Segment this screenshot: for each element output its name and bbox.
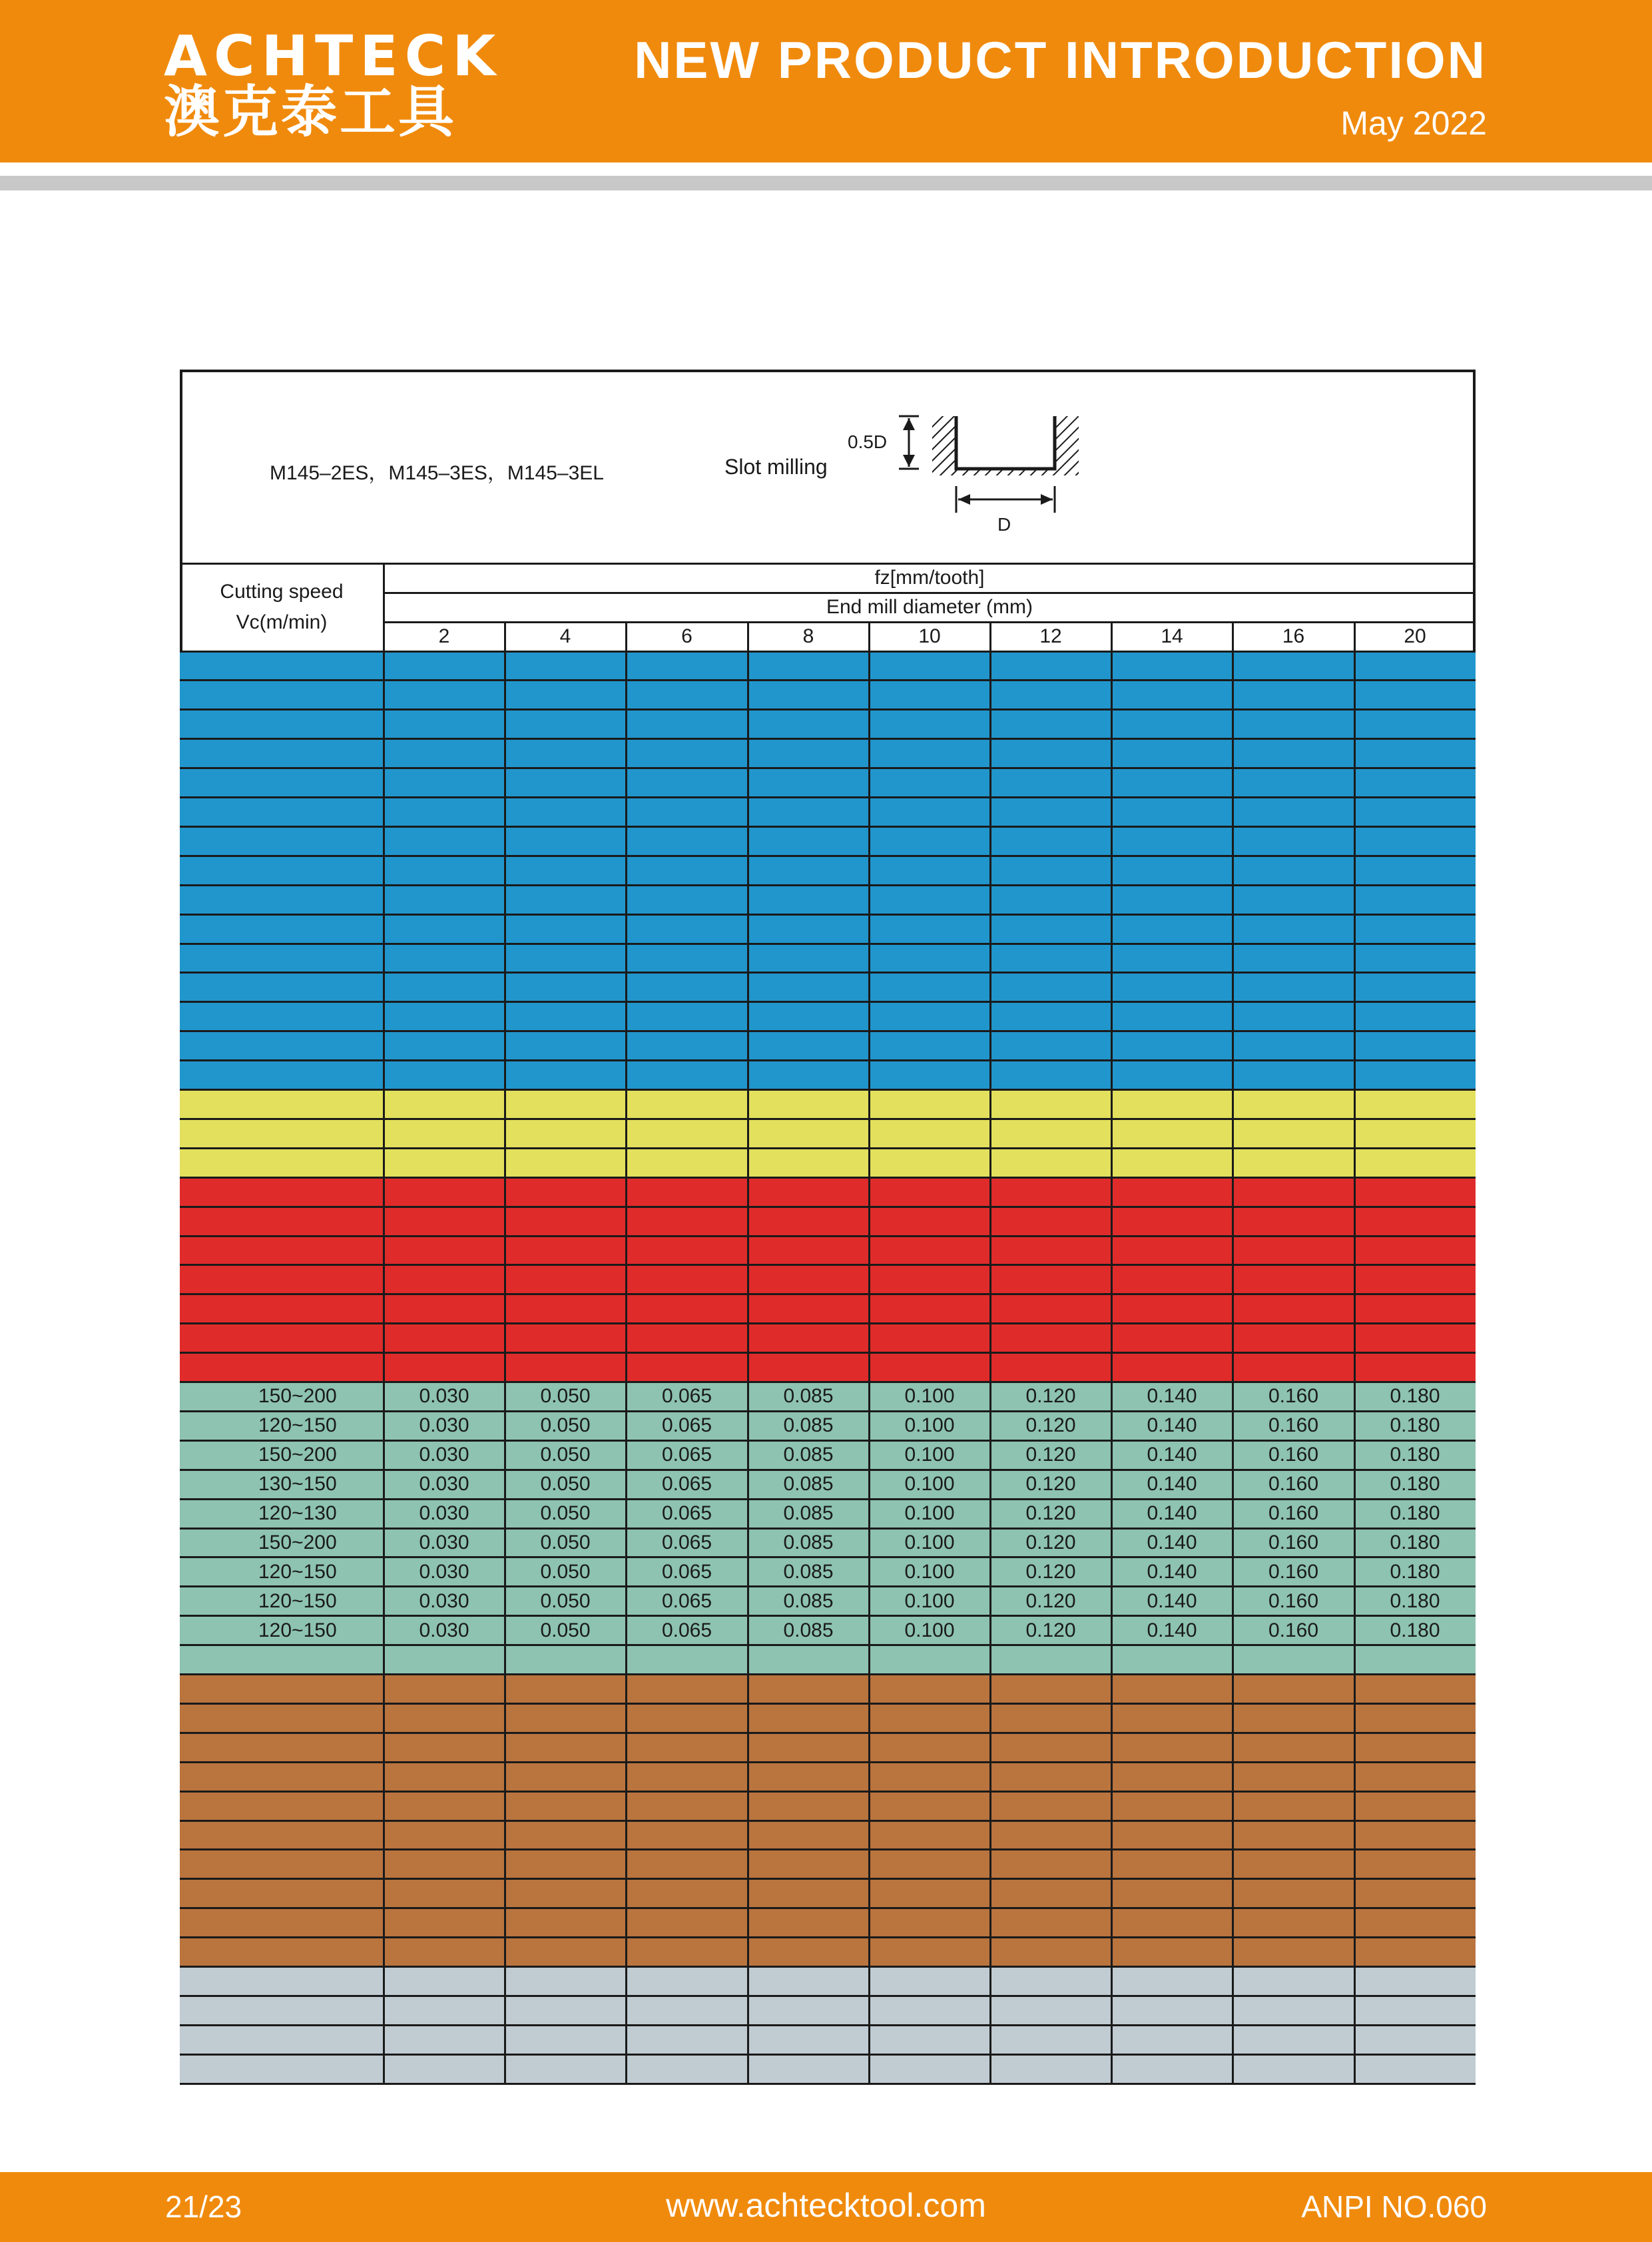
rule (180, 972, 1476, 974)
diameter-column-header: 16 (1282, 625, 1305, 647)
feed-per-tooth-cell: 0.140 (1147, 1531, 1197, 1553)
rule (180, 914, 1476, 916)
feed-per-tooth-cell: 0.030 (419, 1589, 469, 1612)
rule (180, 708, 1476, 710)
feed-per-tooth-cell: 0.050 (540, 1473, 591, 1496)
fz-header: fz[mm/tooth] (874, 567, 985, 589)
cutting-speed-cell: 120~130 (258, 1502, 337, 1525)
feed-per-tooth-cell: 0.050 (540, 1560, 591, 1583)
rule (180, 855, 1476, 857)
document-number: ANPI NO.060 (1301, 2189, 1487, 2224)
cutting-speed-cell: 150~200 (258, 1444, 337, 1466)
rule (180, 1878, 1476, 1880)
rule (180, 1761, 1476, 1763)
rule (180, 2024, 1476, 2026)
feed-per-tooth-cell: 0.050 (540, 1589, 591, 1612)
feed-per-tooth-cell: 0.030 (419, 1385, 469, 1408)
rule (180, 826, 1476, 828)
feed-per-tooth-cell: 0.065 (661, 1531, 712, 1553)
diameter-column-header: 10 (918, 625, 941, 647)
feed-per-tooth-cell: 0.180 (1390, 1619, 1440, 1641)
feed-per-tooth-cell: 0.085 (783, 1444, 834, 1466)
feed-per-tooth-cell: 0.100 (904, 1560, 955, 1583)
feed-per-tooth-cell: 0.085 (783, 1531, 834, 1553)
feed-per-tooth-cell: 0.120 (1025, 1473, 1076, 1496)
feed-per-tooth-cell: 0.180 (1390, 1385, 1440, 1408)
depth-label: 0.5D (848, 431, 888, 452)
rule (180, 2083, 1476, 2085)
feed-per-tooth-cell: 0.100 (904, 1531, 955, 1553)
rule (180, 884, 1476, 886)
rule (989, 622, 991, 2084)
feed-per-tooth-cell: 0.100 (904, 1589, 955, 1612)
feed-per-tooth-cell: 0.160 (1268, 1619, 1319, 1641)
rule (180, 1673, 1476, 1675)
feed-per-tooth-cell: 0.030 (419, 1473, 469, 1496)
feed-per-tooth-cell: 0.065 (661, 1502, 712, 1525)
feed-per-tooth-cell: 0.160 (1268, 1385, 1319, 1408)
feed-per-tooth-cell: 0.120 (1025, 1444, 1076, 1466)
cutting-speed-cell: 120~150 (258, 1414, 337, 1437)
rule (747, 622, 749, 2084)
logo-wordmark: ACHTECK (164, 23, 503, 89)
rule (180, 1907, 1476, 1909)
feed-per-tooth-cell: 0.160 (1268, 1589, 1319, 1612)
page-number: 21/23 (165, 2189, 242, 2224)
rule (180, 1936, 1476, 1938)
feed-per-tooth-cell: 0.065 (661, 1473, 712, 1496)
diameter-column-header: 20 (1404, 625, 1426, 647)
feed-per-tooth-cell: 0.140 (1147, 1619, 1197, 1641)
feed-per-tooth-cell: 0.120 (1025, 1531, 1076, 1553)
feed-per-tooth-cell: 0.180 (1390, 1473, 1440, 1496)
rule (180, 1791, 1476, 1793)
cutting-speed-cell: 130~150 (258, 1473, 337, 1496)
feed-per-tooth-cell: 0.160 (1268, 1414, 1319, 1437)
feed-per-tooth-cell: 0.050 (540, 1414, 591, 1437)
feed-per-tooth-cell: 0.120 (1025, 1560, 1076, 1583)
diameter-column-header: 12 (1039, 625, 1062, 647)
rule (180, 1264, 1476, 1266)
page-header (0, 0, 1652, 162)
website-link[interactable]: www.achtecktool.com (666, 2187, 986, 2224)
feed-per-tooth-cell: 0.085 (783, 1619, 834, 1641)
feed-per-tooth-cell: 0.180 (1390, 1414, 1440, 1437)
cutting-speed-cell: 120~150 (258, 1560, 337, 1583)
rule (180, 1089, 1476, 1091)
feed-per-tooth-cell: 0.140 (1147, 1473, 1197, 1496)
feed-per-tooth-cell: 0.030 (419, 1444, 469, 1466)
feed-per-tooth-cell: 0.180 (1390, 1560, 1440, 1583)
rule (504, 622, 506, 2084)
logo-chinese-name: 澳克泰工具 (164, 79, 457, 144)
feed-per-tooth-cell: 0.065 (661, 1589, 712, 1612)
feed-per-tooth-cell: 0.160 (1268, 1502, 1319, 1525)
rule (180, 1206, 1476, 1208)
feed-per-tooth-cell: 0.140 (1147, 1502, 1197, 1525)
rule (868, 622, 870, 2084)
diameter-column-header: 2 (438, 625, 450, 647)
feed-per-tooth-cell: 0.085 (783, 1560, 834, 1583)
cutting-speed-cell: 150~200 (258, 1531, 337, 1553)
feed-per-tooth-cell: 0.050 (540, 1531, 591, 1553)
rule (1354, 622, 1356, 2084)
rule (180, 1030, 1476, 1032)
diameter-header: End mill diameter (mm) (826, 596, 1033, 618)
rule (180, 943, 1476, 945)
rule (180, 679, 1476, 681)
rule (180, 2054, 1476, 2056)
feed-per-tooth-cell: 0.065 (661, 1385, 712, 1408)
feed-per-tooth-cell: 0.100 (904, 1619, 955, 1641)
feed-per-tooth-cell: 0.085 (783, 1589, 834, 1612)
diameter-label: D (997, 514, 1011, 535)
rule (180, 1293, 1476, 1295)
feed-per-tooth-cell: 0.030 (419, 1531, 469, 1553)
rule (625, 622, 627, 2084)
feed-per-tooth-cell: 0.065 (661, 1560, 712, 1583)
rule (180, 1177, 1476, 1179)
rule (1111, 622, 1113, 2084)
feed-per-tooth-cell: 0.065 (661, 1444, 712, 1466)
rule (383, 563, 385, 2084)
rule (180, 1059, 1476, 1061)
rule (180, 767, 1476, 769)
cutting-speed-cell: 150~200 (258, 1385, 337, 1408)
feed-per-tooth-cell: 0.100 (904, 1473, 955, 1496)
feed-per-tooth-cell: 0.160 (1268, 1473, 1319, 1496)
feed-per-tooth-cell: 0.140 (1147, 1560, 1197, 1583)
rule (180, 1118, 1476, 1120)
rule (180, 1995, 1476, 1997)
diameter-column-header: 14 (1161, 625, 1183, 647)
feed-per-tooth-cell: 0.065 (661, 1414, 712, 1437)
page-footer (0, 2172, 1652, 2242)
feed-per-tooth-cell: 0.100 (904, 1414, 955, 1437)
feed-per-tooth-cell: 0.050 (540, 1502, 591, 1525)
diameter-column-header: 6 (681, 625, 692, 647)
model-list: M145–2ES，M145–3ES，M145–3EL (270, 462, 604, 484)
rule (180, 796, 1476, 798)
feed-per-tooth-cell: 0.180 (1390, 1589, 1440, 1612)
cutting-speed-cell: 120~150 (258, 1589, 337, 1612)
feed-per-tooth-cell: 0.180 (1390, 1531, 1440, 1553)
cutting-speed-cell: 120~150 (258, 1619, 337, 1641)
rule (180, 1352, 1476, 1354)
feed-per-tooth-cell: 0.120 (1025, 1589, 1076, 1612)
rule (180, 1966, 1476, 1968)
rule (180, 1732, 1476, 1734)
rule (180, 1147, 1476, 1149)
feed-per-tooth-cell: 0.050 (540, 1385, 591, 1408)
feed-per-tooth-cell: 0.085 (783, 1473, 834, 1496)
header-divider (0, 176, 1652, 190)
feed-per-tooth-cell: 0.160 (1268, 1531, 1319, 1553)
rule (1232, 622, 1234, 2084)
material-band (180, 1090, 1476, 1178)
rule (180, 1703, 1476, 1705)
cutting-speed-header: Cutting speed Vc(m/min) (220, 581, 344, 633)
feed-per-tooth-cell: 0.140 (1147, 1589, 1197, 1612)
feed-per-tooth-cell: 0.050 (540, 1444, 591, 1466)
feed-per-tooth-cell: 0.140 (1147, 1414, 1197, 1437)
feed-per-tooth-cell: 0.030 (419, 1414, 469, 1437)
publication-date: May 2022 (1340, 105, 1487, 142)
feed-per-tooth-cell: 0.100 (904, 1385, 955, 1408)
feed-per-tooth-cell: 0.120 (1025, 1619, 1076, 1641)
feed-per-tooth-cell: 0.180 (1390, 1502, 1440, 1525)
slot-milling-diagram-icon (839, 406, 1085, 539)
feed-per-tooth-cell: 0.120 (1025, 1385, 1076, 1408)
diameter-column-header: 8 (802, 625, 814, 647)
feed-per-tooth-cell: 0.160 (1268, 1560, 1319, 1583)
feed-per-tooth-cell: 0.100 (904, 1444, 955, 1466)
feed-per-tooth-cell: 0.100 (904, 1502, 955, 1525)
rule (180, 738, 1476, 740)
feed-per-tooth-cell: 0.085 (783, 1502, 834, 1525)
feed-per-tooth-cell: 0.180 (1390, 1444, 1440, 1466)
feed-per-tooth-cell: 0.140 (1147, 1444, 1197, 1466)
feed-per-tooth-cell: 0.120 (1025, 1502, 1076, 1525)
rule (180, 1001, 1476, 1003)
rule (180, 1235, 1476, 1237)
feed-per-tooth-cell: 0.160 (1268, 1444, 1319, 1466)
operation-label: Slot milling (724, 455, 828, 479)
feed-per-tooth-cell: 0.140 (1147, 1385, 1197, 1408)
feed-per-tooth-cell: 0.050 (540, 1619, 591, 1641)
feed-per-tooth-cell: 0.030 (419, 1502, 469, 1525)
feed-per-tooth-cell: 0.065 (661, 1619, 712, 1641)
feed-per-tooth-cell: 0.030 (419, 1560, 469, 1583)
rule (180, 1322, 1476, 1324)
page-title: NEW PRODUCT INTRODUCTION (634, 31, 1487, 89)
feed-per-tooth-cell: 0.120 (1025, 1414, 1076, 1437)
feed-per-tooth-cell: 0.085 (783, 1385, 834, 1408)
rule (180, 1848, 1476, 1850)
diameter-column-header: 4 (559, 625, 571, 647)
feed-per-tooth-cell: 0.030 (419, 1619, 469, 1641)
rule (180, 1820, 1476, 1822)
material-band (180, 651, 1476, 1090)
feed-per-tooth-cell: 0.085 (783, 1414, 834, 1437)
